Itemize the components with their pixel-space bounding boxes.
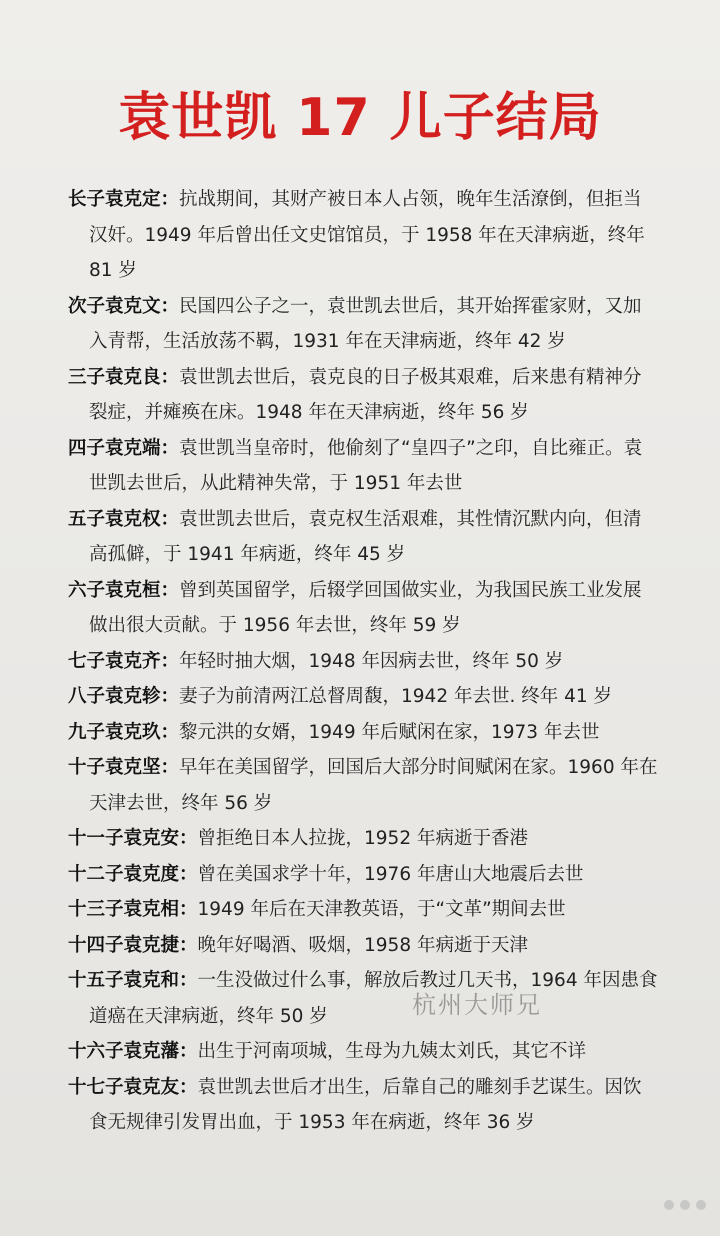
entry-name: 五子袁克权： (68, 508, 180, 530)
list-item (68, 360, 658, 431)
list-item (68, 679, 658, 715)
entry-name: 三子袁克良： (68, 366, 180, 388)
list-item (68, 963, 658, 1034)
entry-text: 年轻时抽大烟，1948 年因病去世，终年 50 岁 (179, 650, 564, 672)
entry-name: 十二子袁克度： (68, 863, 198, 885)
sons-list (68, 182, 658, 1141)
entry-name: 八子袁克轸： (68, 686, 180, 707)
entry-text: 黎元洪的女婿，1949 年后赋闲在家，1973 年去世 (179, 721, 600, 743)
entry-text: 早年在美国留学，回国后大部分时间赋闲在家。1960 年在天津去世，终年 56 岁 (89, 757, 658, 814)
entry-text: 曾在美国求学十年，1976 年唐山大地震后去世 (197, 863, 584, 885)
entry-text: 1949 年后在天津教英语，于“文革”期间去世 (197, 899, 566, 920)
entry-text: 袁世凯去世后，袁克权生活艰难，其性情沉默内向，但清高孤僻，于 1941 年病逝，终年 45 岁 (89, 508, 642, 565)
entry-text: 一生没做过什么事，解放后教过几天书，1964 年因患食道癌在天津病逝，终年 50 岁 (89, 970, 658, 1027)
entry-name: 十子袁克坚： (68, 757, 180, 778)
entry-text: 民国四公子之一，袁世凯去世后，其开始挥霍家财，又加入青帮，生活放荡不羁，1931 年在天津病逝，终年 42 岁 (89, 295, 642, 352)
list-item (68, 715, 658, 751)
entry-name: 四子袁克端： (68, 437, 180, 459)
list-item (68, 892, 658, 928)
more-dots-icon (664, 1200, 706, 1210)
list-item (68, 182, 658, 289)
list-item (68, 750, 658, 821)
list-item (68, 502, 658, 573)
entry-text: 出生于河南项城，生母为九姨太刘氏，其它不详 (197, 1041, 587, 1062)
entry-name: 长子袁克定： (68, 189, 180, 210)
entry-text: 晚年好喝酒、吸烟，1958 年病逝于天津 (197, 934, 528, 956)
entry-name: 十五子袁克和： (68, 970, 198, 991)
entry-text: 抗战期间，其财产被日本人占领，晚年生活潦倒，但拒当汉奸。1949 年后曾出任文史馆馆员，于 1958 年在天津病逝，终年 81 岁 (89, 189, 645, 281)
list-item (68, 928, 658, 964)
entry-name: 十七子袁克友： (68, 1076, 198, 1098)
entry-name: 十六子袁克藩： (68, 1041, 198, 1062)
entry-text: 袁世凯当皇帝时，他偷刻了“皇四子”之印，自比雍正。袁世凯去世后，从此精神失常，于 1951 年去世 (89, 437, 643, 494)
entry-name: 十三子袁克相： (68, 899, 198, 920)
list-item (68, 431, 658, 502)
entry-name: 十一子袁克安： (68, 828, 198, 849)
entry-name: 七子袁克齐： (68, 650, 180, 672)
entry-text: 袁世凯去世后，袁克良的日子极其艰难，后来患有精神分裂症，并瘫痪在床。1948 年在天津病逝，终年 56 岁 (89, 366, 642, 423)
list-item (68, 573, 658, 644)
entry-name: 十四子袁克捷： (68, 934, 198, 956)
entry-text: 曾到英国留学，后辍学回国做实业，为我国民族工业发展做出很大贡献。于 1956 年去世，终年 59 岁 (89, 579, 642, 636)
entry-text: 曾拒绝日本人拉拢，1952 年病逝于香港 (197, 828, 528, 849)
list-item (68, 821, 658, 857)
entry-text: 妻子为前清两江总督周馥，1942 年去世. 终年 41 岁 (179, 686, 613, 707)
entry-text: 袁世凯去世后才出生，后靠自己的雕刻手艺谋生。因饮食无规律引发胃出血，于 1953 年在病逝，终年 36 岁 (89, 1076, 642, 1133)
list-item (68, 644, 658, 680)
list-item (68, 857, 658, 893)
list-item (68, 1034, 658, 1070)
list-item (68, 289, 658, 360)
entry-name: 次子袁克文： (68, 295, 180, 317)
entry-name: 九子袁克玖： (68, 721, 180, 743)
page-title: 袁世凯 17 儿子结局 (118, 88, 602, 148)
list-item (68, 1070, 658, 1141)
entry-name: 六子袁克桓： (68, 579, 180, 601)
watermark: 杭州大师兄 (412, 991, 542, 1019)
